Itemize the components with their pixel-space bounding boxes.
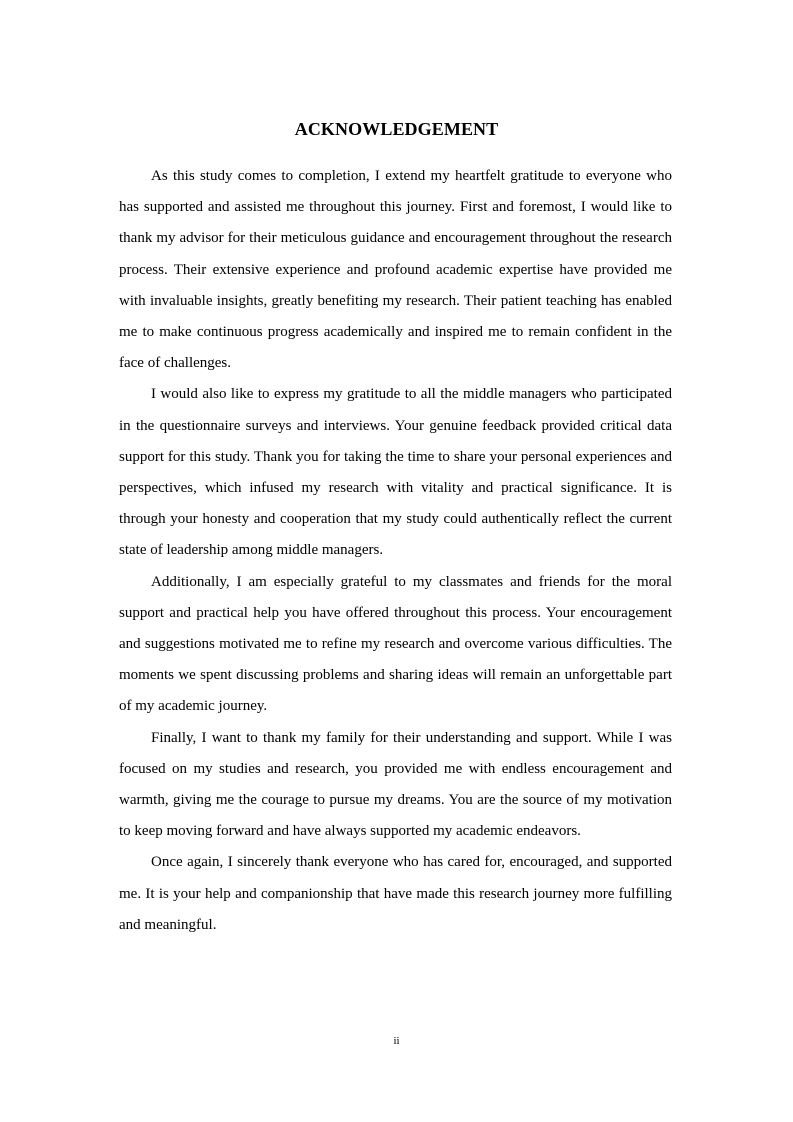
acknowledgement-body (119, 161, 672, 941)
page-number: ii (393, 1035, 400, 1047)
paragraph-middle-managers: I would also like to express my gratitude to all the middle managers who participated in the questionnaire surveys and interviews. Your genuine feedback provided critical data support for this study. Thank you for taking the time to share your personal experiences and perspectives, which infused my research with vitality and practical significance. It is through your honesty and cooperation that my study could authentically reflect the current state of leadership among middle managers. (119, 386, 672, 559)
paragraph-family: Finally, I want to thank my family for their understanding and support. While I was focused on my studies and research, you provided me with endless encouragement and warmth, giving me the courage to pursue my dreams. You are the source of my motivation to keep moving forward and have always supported my academic endeavors. (119, 729, 672, 840)
page-title: ACKNOWLEDGEMENT (294, 119, 499, 140)
paragraph-closing: Once again, I sincerely thank everyone who has cared for, encouraged, and supported me. It is your help and companionship that have made this research journey more fulfilling and meaningful. (119, 854, 672, 933)
paragraph-advisor: As this study comes to completion, I extend my heartfelt gratitude to everyone who has supported and assisted me throughout this journey. First and foremost, I would like to thank my advisor for their meticulous guidance and encouragement throughout the research process. Their extensive experience and profound academic expertise have provided me with invaluable insights, greatly benefiting my research. Their patient teaching has enabled me to make continuous progress academically and inspired me to remain confident in the face of challenges. (119, 168, 672, 372)
paragraph-classmates-friends: Additionally, I am especially grateful to my classmates and friends for the moral support and practical help you have offered throughout this process. Your encouragement and suggestions motivated me to refine my research and overcome various difficulties. The moments we spent discussing problems and sharing ideas will remain an unforgettable part of my academic journey. (119, 573, 672, 715)
